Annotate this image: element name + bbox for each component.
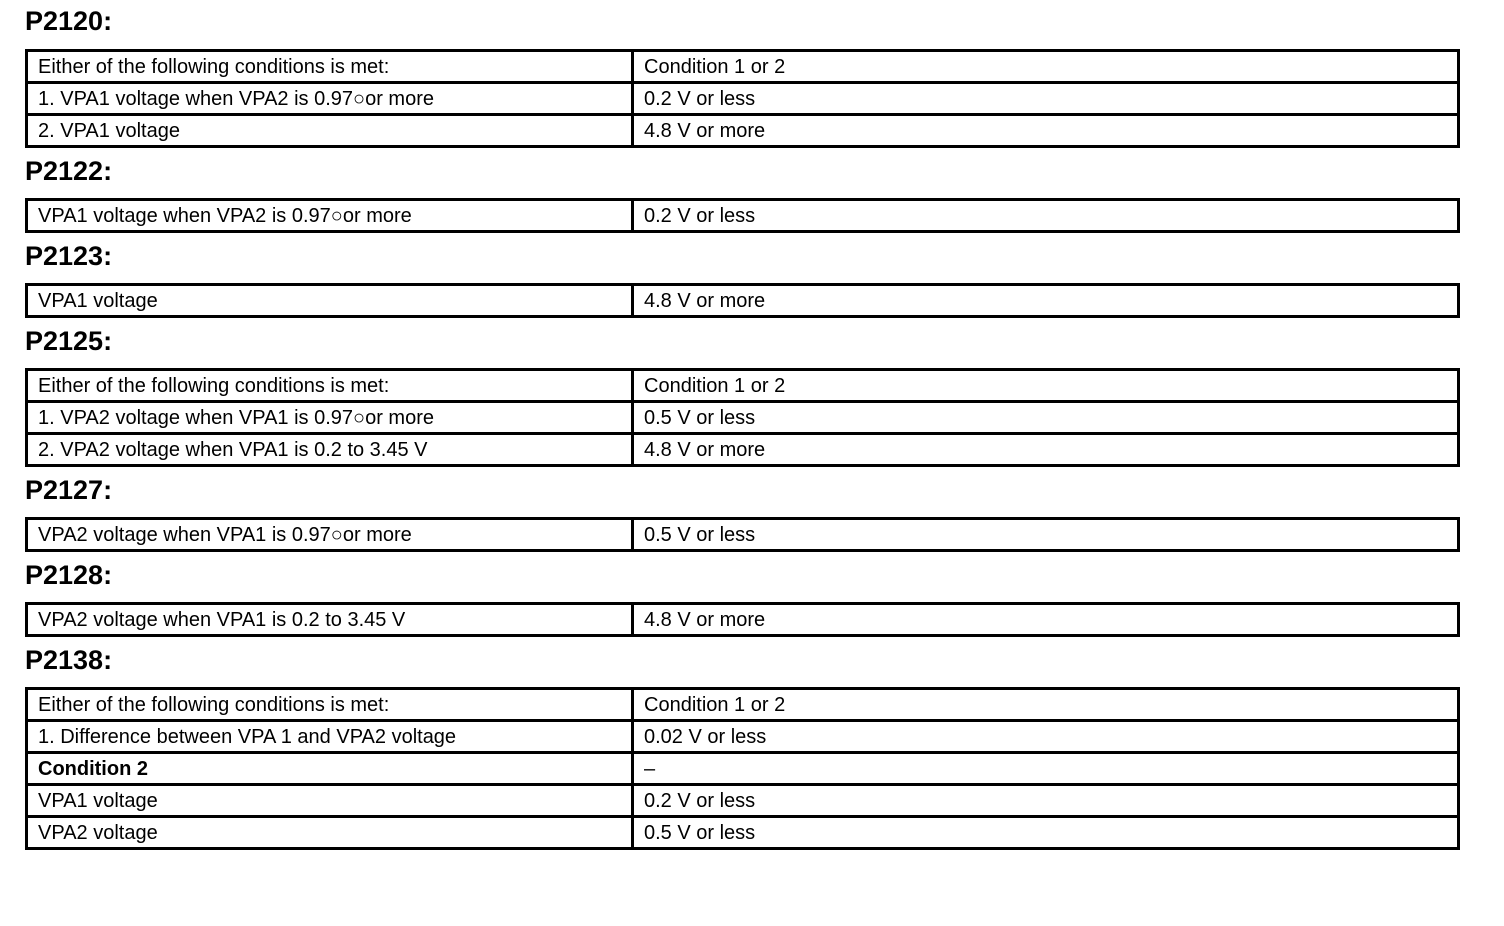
condition-table — [25, 517, 1460, 552]
section-p2128 — [25, 560, 1457, 637]
table-row — [27, 689, 1459, 721]
value-cell: 4.8 V or more — [633, 604, 1459, 636]
table-row — [27, 785, 1459, 817]
condition-cell: VPA1 voltage — [27, 785, 633, 817]
section-p2138 — [25, 645, 1457, 850]
value-cell: 4.8 V or more — [633, 285, 1459, 317]
value-cell: 0.2 V or less — [633, 83, 1459, 115]
condition-cell: VPA1 voltage — [27, 285, 633, 317]
section-title: P2122: — [25, 156, 113, 186]
value-cell: 4.8 V or more — [633, 434, 1459, 466]
value-cell: 0.2 V or less — [633, 785, 1459, 817]
section-p2125 — [25, 326, 1457, 467]
section-p2120 — [25, 6, 1457, 148]
condition-cell: 2. VPA1 voltage — [27, 115, 633, 147]
condition-cell: 1. Difference between VPA 1 and VPA2 voltage — [27, 721, 633, 753]
value-cell: 0.2 V or less — [633, 200, 1459, 232]
section-p2127 — [25, 475, 1457, 552]
condition-cell: Condition 2 — [27, 753, 633, 785]
condition-cell: 1. VPA2 voltage when VPA1 is 0.97○or more — [27, 402, 633, 434]
section-title: P2120: — [25, 6, 113, 36]
table-row — [27, 83, 1459, 115]
table-row — [27, 285, 1459, 317]
value-cell: 0.5 V or less — [633, 402, 1459, 434]
table-row — [27, 115, 1459, 147]
value-cell: 0.02 V or less — [633, 721, 1459, 753]
value-cell: – — [633, 753, 1459, 785]
condition-table — [25, 687, 1460, 850]
table-row — [27, 370, 1459, 402]
table-row — [27, 519, 1459, 551]
value-cell: 0.5 V or less — [633, 519, 1459, 551]
condition-table — [25, 198, 1460, 233]
condition-cell: VPA2 voltage — [27, 817, 633, 849]
condition-cell: VPA2 voltage when VPA1 is 0.97○or more — [27, 519, 633, 551]
document-body — [25, 0, 1457, 850]
section-title: P2138: — [25, 645, 113, 675]
condition-table — [25, 602, 1460, 637]
value-cell: Condition 1 or 2 — [633, 689, 1459, 721]
table-row — [27, 817, 1459, 849]
section-title: P2123: — [25, 241, 113, 271]
table-row — [27, 51, 1459, 83]
condition-cell: Either of the following conditions is met: — [27, 51, 633, 83]
section-title: P2125: — [25, 326, 113, 356]
condition-table — [25, 283, 1460, 318]
value-cell: Condition 1 or 2 — [633, 51, 1459, 83]
section-title: P2127: — [25, 475, 113, 505]
table-row — [27, 200, 1459, 232]
condition-cell: 2. VPA2 voltage when VPA1 is 0.2 to 3.45 V — [27, 434, 633, 466]
condition-cell: Either of the following conditions is met: — [27, 689, 633, 721]
section-p2123 — [25, 241, 1457, 318]
condition-table — [25, 49, 1460, 148]
section-title: P2128: — [25, 560, 113, 590]
table-row — [27, 434, 1459, 466]
table-row — [27, 604, 1459, 636]
table-row — [27, 402, 1459, 434]
section-p2122 — [25, 156, 1457, 233]
value-cell: 4.8 V or more — [633, 115, 1459, 147]
condition-cell: 1. VPA1 voltage when VPA2 is 0.97○or more — [27, 83, 633, 115]
condition-cell: VPA1 voltage when VPA2 is 0.97○or more — [27, 200, 633, 232]
condition-table — [25, 368, 1460, 467]
condition-cell: VPA2 voltage when VPA1 is 0.2 to 3.45 V — [27, 604, 633, 636]
table-row — [27, 721, 1459, 753]
value-cell: 0.5 V or less — [633, 817, 1459, 849]
condition-cell: Either of the following conditions is met: — [27, 370, 633, 402]
value-cell: Condition 1 or 2 — [633, 370, 1459, 402]
table-row — [27, 753, 1459, 785]
